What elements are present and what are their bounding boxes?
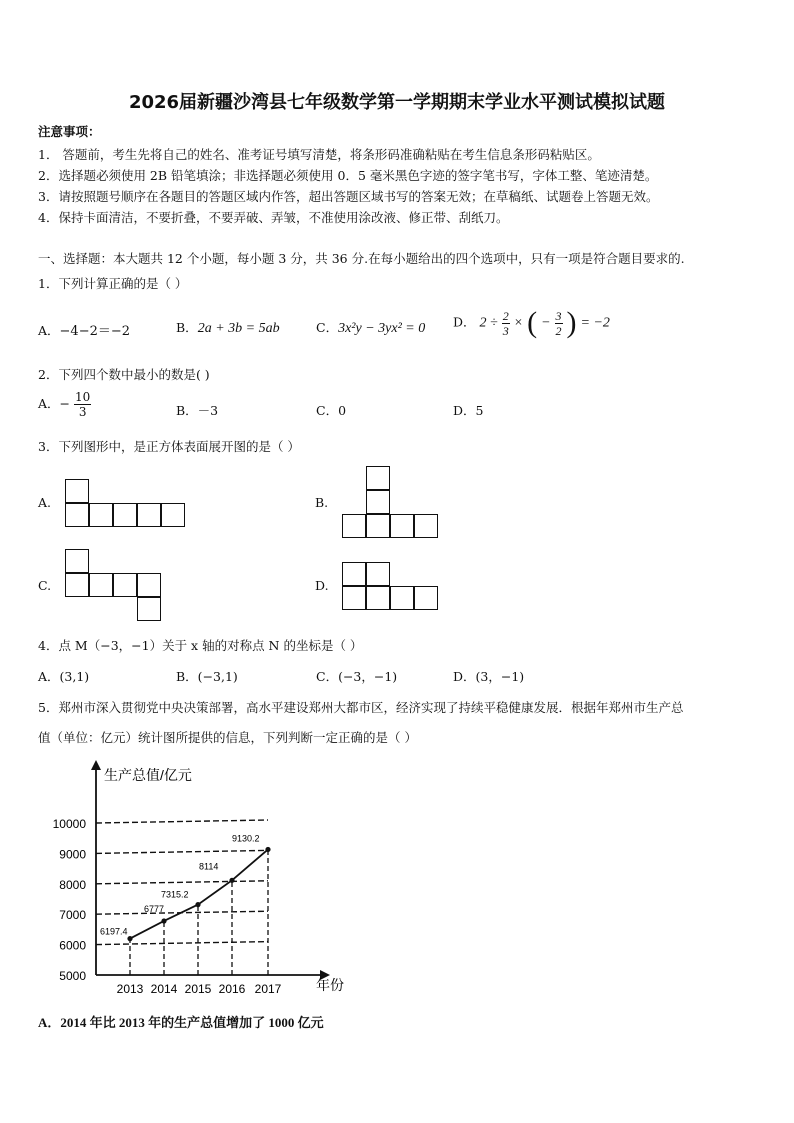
q3-stem: 3．下列图形中，是正方体表面展开图的是（ ） [38, 439, 300, 454]
q4-option-b: B．(−3,1) [176, 669, 238, 684]
q1-option-d: D． 2 ÷ $\frac{2}{3}$ × ( − $\frac{3}{2}$ ) = −2 [453, 306, 610, 339]
notice-item: 3．请按照题号顺序在各题目的答题区域内作答，超出答题区域书写的答案无效；在草稿纸、试题卷上答题无效。 [38, 189, 659, 204]
data-point [161, 918, 166, 923]
q2-option-c: C．0 [316, 403, 347, 418]
x-axis-label: 年份 [316, 977, 344, 993]
gdp-line-chart [40, 760, 350, 1000]
data-point [229, 878, 234, 883]
section-heading: 一、选择题：本大题共 12 个小题，每小题 3 分，共 36 分.在每小题给出的四个选项中，只有一项是符合题目要求的. [38, 251, 685, 266]
q3-option-b-label: B. [315, 495, 329, 510]
q4-option-d: D．(3，−1) [453, 669, 525, 684]
x-tick-label: 2013 [116, 982, 144, 996]
q1-stem: 1．下列计算正确的是（ ） [38, 276, 188, 291]
q1-option-c: C．3x²y − 3yx² = 0 [316, 320, 426, 336]
x-tick-label: 2015 [184, 982, 212, 996]
q5-stem-line1: 5．郑州市深入贯彻党中央决策部署，高水平建设郑州大都市区，经济实现了持续平稳健康发展．根据年郑州市生产总 [38, 700, 684, 715]
data-point [127, 936, 132, 941]
data-label: 8114 [199, 861, 219, 872]
q2-option-a: A．− $\frac{10}{3}$ [38, 390, 91, 419]
y-axis-label: 生产总值/亿元 [104, 767, 192, 783]
y-axis-arrow [91, 760, 101, 770]
q4-stem: 4．点 M（−3，−1）关于 x 轴的对称点 N 的坐标是（ ） [38, 638, 363, 653]
q3-option-c-label: C. [38, 578, 52, 593]
notice-heading: 注意事项： [38, 124, 101, 139]
notice-item: 2．选择题必须使用 2B 铅笔填涂；非选择题必须使用 0．5 毫米黑色字迹的签字笔书写，字体工整、笔迹清楚。 [38, 168, 658, 183]
q5-stem-line2: 值（单位：亿元）统计图所提供的信息，下列判断一定正确的是（ ） [38, 730, 417, 745]
data-label: 6197.4 [100, 926, 128, 937]
data-label: 6777 [144, 903, 165, 914]
q3-option-a-label: A. [38, 495, 52, 510]
y-tick-label: 6000 [59, 938, 86, 953]
gridline [96, 850, 268, 853]
data-label: 9130.2 [232, 833, 260, 844]
gridline [96, 881, 268, 884]
q1-option-b: B．2a + 3b = 5ab [176, 320, 280, 336]
y-tick-label: 5000 [59, 969, 86, 983]
q5-option-a: A．2014 年比 2013 年的生产总值增加了 1000 亿元 [38, 1015, 324, 1030]
page-title: 2026届新疆沙湾县七年级数学第一学期期末学业水平测试模拟试题 [128, 92, 666, 113]
q1-option-a: A．−4−2＝−2 [38, 323, 131, 339]
y-tick-label: 7000 [59, 908, 86, 923]
q2-stem: 2．下列四个数中最小的数是( ) [38, 367, 210, 382]
x-tick-label: 2014 [150, 982, 178, 996]
data-point [195, 902, 200, 907]
gridline [96, 820, 268, 823]
data-label: 7315.2 [161, 889, 189, 900]
x-tick-label: 2016 [218, 982, 246, 996]
q2-option-d: D．5 [453, 403, 484, 418]
x-tick-label: 2017 [254, 982, 282, 996]
y-tick-label: 9000 [59, 847, 86, 862]
y-tick-label: 8000 [59, 877, 86, 892]
q2-option-b: B．－3 [176, 403, 219, 418]
q4-option-c: C．(−3，−1) [316, 669, 398, 684]
q3-option-d-label: D. [315, 578, 329, 593]
y-tick-label: 10000 [52, 817, 86, 831]
gridline [96, 942, 268, 945]
q4-option-a: A．(3,1) [38, 669, 90, 684]
notice-item: 1． 答题前，考生先将自己的姓名、准考证号填写清楚，将条形码准确粘贴在考生信息条形码粘贴区。 [38, 147, 600, 162]
notice-item: 4．保持卡面清洁，不要折叠，不要弄破、弄皱，不准使用涂改液、修正带、刮纸刀。 [38, 210, 509, 225]
data-point [265, 847, 270, 852]
